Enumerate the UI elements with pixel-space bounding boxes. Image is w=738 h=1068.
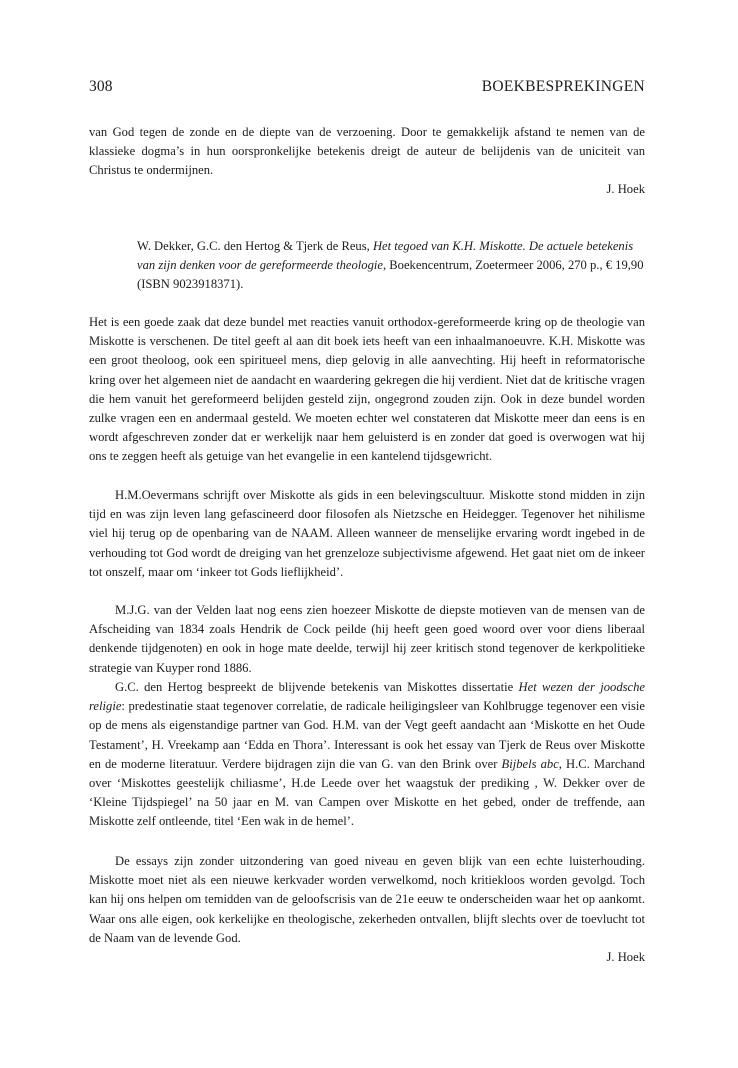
p4-text-b: : predestinatie staat tegenover correlatie, de radicale heiligingsleer van Kohlbrugge tegenover een visie op de mens als eigenstandige partner van God. H.M. van der Vegt geeft aandacht aan ‘Miskotte en het Oude Testament’, H. Vreekamp aan ‘Edda en Thora’. Interessant is ook het essay van Tjerk de Reus over Miskotte en de moderne literatuur. Verdere bijdragen zijn die van G. van den Brink over: [89, 699, 645, 771]
running-head: BOEKBESPREKINGEN: [481, 78, 645, 95]
previous-review-ending: van God tegen de zonde en de diepte van de verzoening. Door te gemakkelijk afstand te nemen van de klassieke dogma’s in hun oorspronkelijke betekenis dreigt de auteur de belijdenis van de uniciteit van Christus te ondermijnen.: [89, 125, 645, 178]
book-page: [89, 0, 645, 1068]
p4-bijbels-abc-title: Bijbels abc: [501, 756, 559, 771]
citation-details: , Boekencentrum, Zoetermeer 2006, 270 p., € 19,90 (ISBN 9023918371).: [137, 258, 644, 292]
review-paragraph-2: H.M.Oevermans schrijft over Miskotte als gids in een belevingscultuur. Miskotte stond midden in zijn tijd en was zijn leven lang gefascineerd door filosofen als Nietzsche en Heidegger. Tegenover het nihilisme viel hij terug op de openbaring van de NAAM. Alleen wanneer de menselijke ervaring wordt ingebed in de verhouding tot God wordt de dreiging van het grenzeloze subjectivisme afgewend. Het gaat niet om de inkeer tot onszelf, maar om ‘inkeer tot Gods lieflijkheid’.: [89, 488, 645, 579]
page-number: 308: [89, 78, 113, 95]
p4-dissertation-title: Het wezen der joodsche religie: [89, 680, 645, 714]
review-paragraph-5: De essays zijn zonder uitzondering van goed niveau en geven blijk van een echte luisterhouding. Miskotte moet niet als een nieuwe kerkvader worden verwelkomd, noch kritiekloos worden gevolgd. Toch kan hij ons helpen om temidden van de geloofscrisis van de 21e eeuw te onderscheiden waar het op aankomt. Waar ons alle eigen, ook kerkelijke en theologische, zekerheden ontvallen, blijft slechts over de toevlucht tot de Naam van de levende God.: [89, 854, 645, 945]
previous-review-signature: J. Hoek: [606, 182, 645, 196]
book-citation: [137, 237, 645, 295]
review-signature: J. Hoek: [606, 950, 645, 964]
page-header: [89, 78, 645, 102]
review-paragraph-4: [89, 678, 645, 832]
review-paragraph-1: Het is een goede zaak dat deze bundel met reacties vanuit orthodox-gereformeerde kring op de theologie van Miskotte is verschenen. De titel geeft al aan dit boek iets heeft van een inhaalmanoeuvre. K.H. Miskotte was een groot theoloog, ook een spiritueel mens, diep gelovig in alle aanvechting. Hij heeft in reformatorische kring over het algemeen niet de aandacht en waardering gekregen die hij verdient. Niet dat de kritische vragen die hem vanuit het gereformeerd belijden gesteld zijn, ongegrond zouden zijn. Ook in deze bundel worden zulke vragen een en andermaal gesteld. We moeten echter wel constateren dat Miskotte meer dan eens is en wordt afgeschreven zonder dat er werkelijk naar hem geluisterd is en zonder dat goed is overwogen wat hij ons te zeggen heeft als getuige van het evangelie in een kantelend tijdsgewricht.: [89, 315, 645, 464]
review-paragraph-3: M.J.G. van der Velden laat nog eens zien hoezeer Miskotte de diepste motieven van de mensen van de Afscheiding van 1834 zoals Hendrik de Cock peilde (hij heeft geen goed woord over voor diens liberaal denkende tijdgenoten) en ook in hoge mate deelde, terwijl hij zeer kritisch stond tegenover de kerkpolitieke strategie van Kuyper rond 1886.: [89, 603, 645, 675]
p4-text-c: , H.C. Marchand over ‘Miskottes geestelijk chiliasme’, H.de Leede over het waagstuk der prediking , W. Dekker over de ‘Kleine Tijdspiegel’ na 50 jaar en M. van Campen over Miskotte en het gebed, onder de treffende, aan Miskotte zelf ontleende, titel ‘Een wak in de hemel’.: [89, 756, 645, 829]
citation-authors: W. Dekker, G.C. den Hertog & Tjerk de Reus,: [137, 239, 370, 253]
p4-text-a: G.C. den Hertog bespreekt de blijvende betekenis van Miskottes dissertatie: [115, 680, 519, 694]
citation-title: Het tegoed van K.H. Miskotte. De actuele betekenis van zijn denken voor de gereformeerde theologie: [137, 239, 634, 273]
